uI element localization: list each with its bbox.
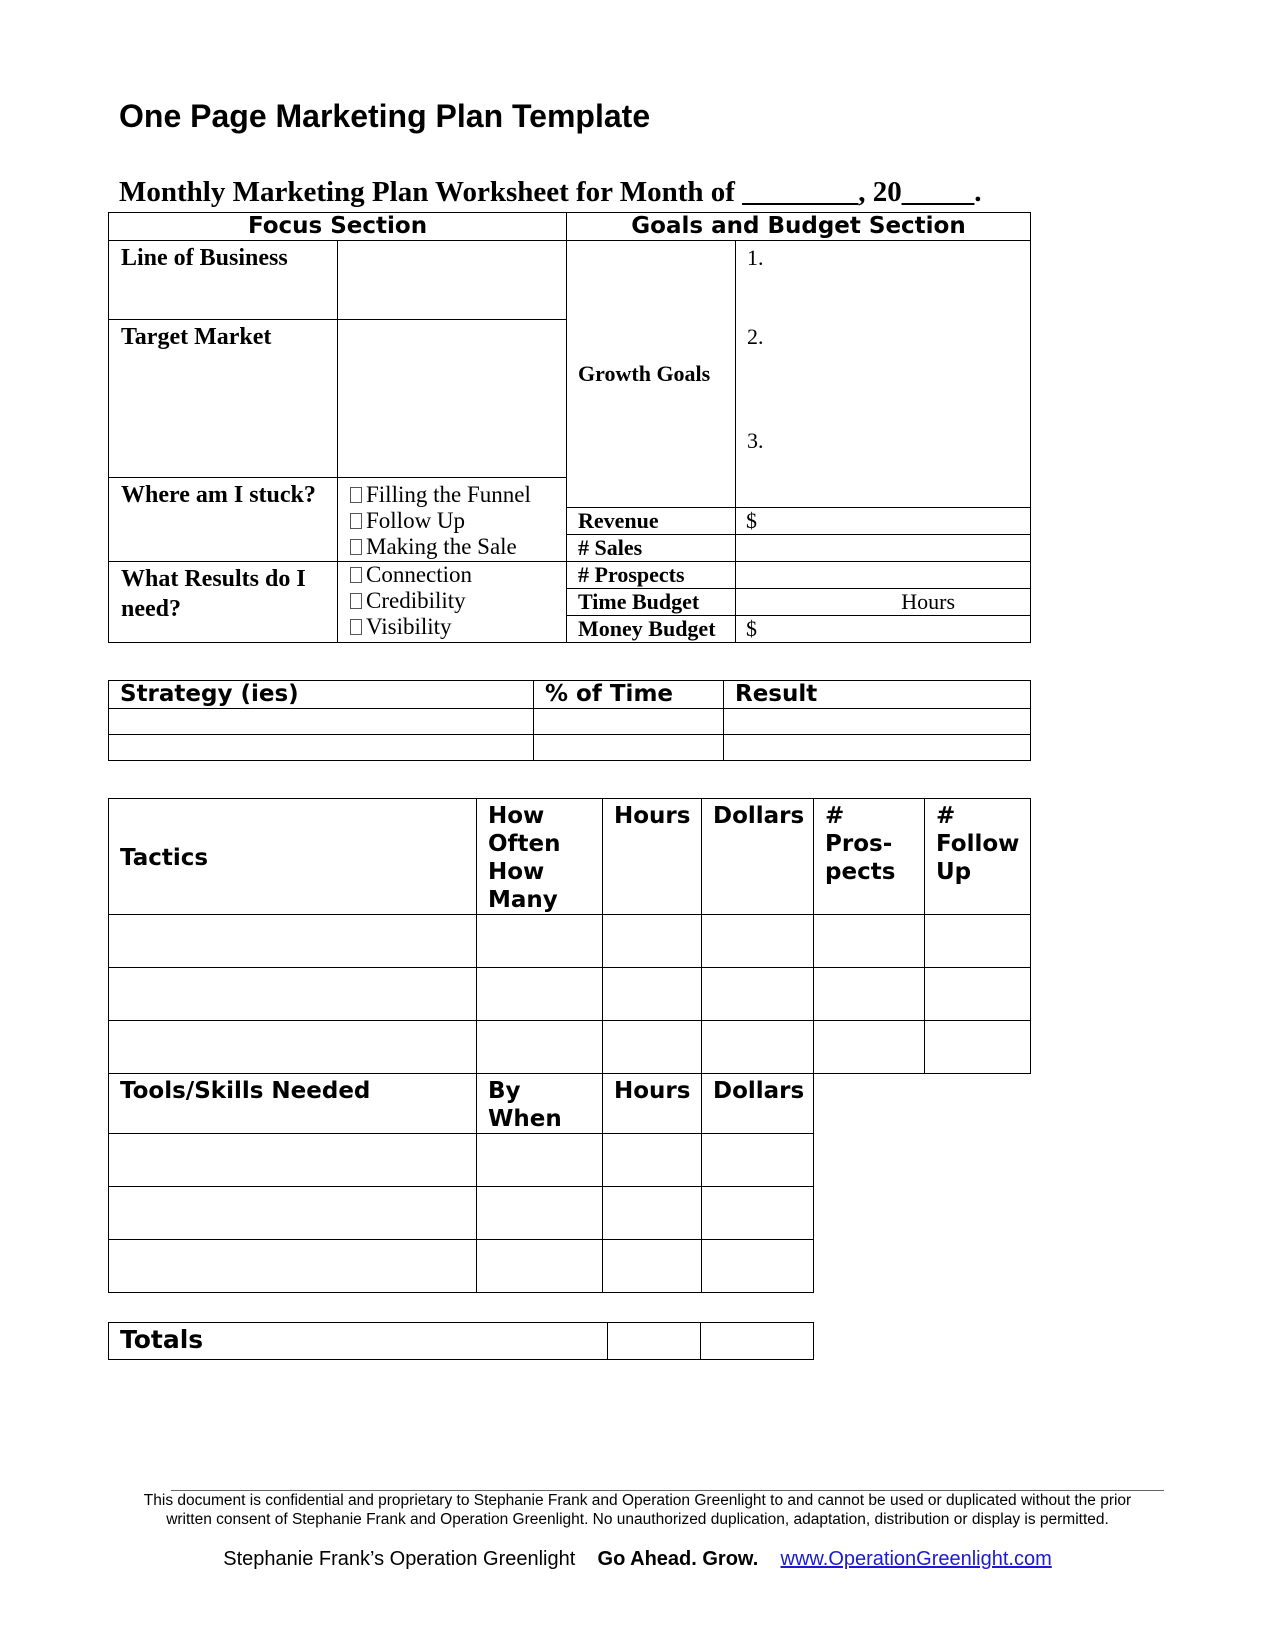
by-when-header: By When [477, 1074, 603, 1134]
result-option-connection[interactable]: Connection [350, 562, 554, 588]
tool-cell[interactable] [109, 1240, 477, 1293]
tools-header: Tools/Skills Needed [109, 1074, 477, 1134]
sales-label: # Sales [567, 535, 736, 562]
target-market-field[interactable] [338, 320, 567, 478]
how-often-cell[interactable] [477, 1021, 603, 1074]
totals-label: Totals [109, 1323, 608, 1360]
revenue-label: Revenue [567, 508, 736, 535]
dollars-cell[interactable] [702, 1240, 814, 1293]
focus-goals-table [108, 212, 1031, 643]
line-of-business-label: Line of Business [109, 241, 338, 320]
hours-cell[interactable] [603, 1240, 702, 1293]
prospects-cell[interactable] [814, 1021, 925, 1074]
follow-up-cell[interactable] [925, 915, 1031, 968]
prospects-header: # Pros-pects [814, 799, 925, 915]
result-option-credibility[interactable]: Credibility [350, 588, 554, 614]
dollars-cell[interactable] [702, 1021, 814, 1074]
percent-time-header: % of Time [534, 681, 724, 709]
time-budget-label: Time Budget [567, 589, 736, 616]
goal-number-1: 1. [747, 245, 764, 270]
strategy-table [108, 680, 1031, 761]
focus-section-header: Focus Section [109, 213, 567, 241]
hours-cell[interactable] [603, 1134, 702, 1187]
tactics-header: Tactics [109, 799, 477, 915]
tactics-dollars-header: Dollars [702, 799, 814, 915]
footer-brand-line [0, 1548, 1275, 1571]
confidentiality-line-2: written consent of Stephanie Frank and Operation Greenlight. No unauthorized duplication, adaptation, distribution or display is permitted. [166, 1511, 1109, 1528]
where-stuck-label: Where am I stuck? [109, 478, 338, 562]
goals-section-header: Goals and Budget Section [567, 213, 1031, 241]
how-often-header: How Often How Many [477, 799, 603, 915]
tactic-cell[interactable] [109, 1021, 477, 1074]
prospects-label: # Prospects [567, 562, 736, 589]
results-needed-label: What Results do I need? [109, 562, 338, 643]
goal-number-2: 2. [747, 324, 764, 349]
website-link[interactable]: www.OperationGreenlight.com [780, 1548, 1052, 1570]
tools-dollars-header: Dollars [702, 1074, 814, 1134]
stuck-option-follow-up[interactable]: Follow Up [350, 508, 554, 534]
result-header: Result [724, 681, 1031, 709]
hours-cell[interactable] [603, 1021, 702, 1074]
result-option-visibility[interactable]: Visibility [350, 614, 554, 640]
growth-goals-field[interactable] [736, 241, 1031, 508]
prospects-field[interactable] [736, 562, 1031, 589]
blank-area [814, 1074, 1031, 1134]
checkbox-icon[interactable] [350, 513, 362, 529]
time-budget-field[interactable]: Hours [736, 589, 1031, 616]
stuck-option-funnel[interactable]: Filling the Funnel [350, 482, 554, 508]
totals-hours-cell[interactable] [608, 1323, 701, 1360]
checkbox-icon[interactable] [350, 593, 362, 609]
how-often-cell[interactable] [477, 915, 603, 968]
tools-hours-header: Hours [603, 1074, 702, 1134]
percent-time-cell[interactable] [534, 709, 724, 735]
tactics-hours-header: Hours [603, 799, 702, 915]
tagline: Go Ahead. Grow. [597, 1548, 759, 1570]
result-cell[interactable] [724, 709, 1031, 735]
document-title: One Page Marketing Plan Template [119, 98, 651, 134]
by-when-cell[interactable] [477, 1187, 603, 1240]
brand-name: Stephanie Frank’s Operation Greenlight [223, 1548, 576, 1570]
blank-area [814, 1240, 1031, 1293]
dollars-cell[interactable] [702, 915, 814, 968]
confidentiality-line-1: This document is confidential and proprietary to Stephanie Frank and Operation Greenlight to and cannot be used or duplicated without the prior [143, 1492, 1132, 1509]
result-cell[interactable] [724, 735, 1031, 761]
follow-up-cell[interactable] [925, 968, 1031, 1021]
target-market-label: Target Market [109, 320, 338, 478]
result-options [338, 562, 567, 643]
worksheet-title: Monthly Marketing Plan Worksheet for Month of ________, 20_____. [119, 176, 982, 208]
sales-field[interactable] [736, 535, 1031, 562]
totals-table [108, 1322, 814, 1360]
stuck-options [338, 478, 567, 562]
tactics-table [108, 798, 1031, 1293]
revenue-field[interactable]: $ [736, 508, 1031, 535]
checkbox-icon[interactable] [350, 619, 362, 635]
percent-time-cell[interactable] [534, 735, 724, 761]
line-of-business-field[interactable] [338, 241, 567, 320]
tactic-cell[interactable] [109, 915, 477, 968]
checkbox-icon[interactable] [350, 487, 362, 503]
how-often-cell[interactable] [477, 968, 603, 1021]
checkbox-icon[interactable] [350, 539, 362, 555]
dollars-cell[interactable] [702, 968, 814, 1021]
dollars-cell[interactable] [702, 1134, 814, 1187]
tactic-cell[interactable] [109, 968, 477, 1021]
tool-cell[interactable] [109, 1187, 477, 1240]
blank-area [814, 1187, 1031, 1240]
strategy-cell[interactable] [109, 709, 534, 735]
stuck-option-sale[interactable]: Making the Sale [350, 534, 554, 560]
totals-dollars-cell[interactable] [701, 1323, 814, 1360]
by-when-cell[interactable] [477, 1134, 603, 1187]
growth-goals-label: Growth Goals [567, 241, 736, 508]
money-budget-label: Money Budget [567, 616, 736, 643]
follow-up-header: # Follow Up [925, 799, 1031, 915]
checkbox-icon[interactable] [350, 567, 362, 583]
tool-cell[interactable] [109, 1134, 477, 1187]
follow-up-cell[interactable] [925, 1021, 1031, 1074]
confidentiality-notice [100, 1491, 1175, 1529]
prospects-cell[interactable] [814, 968, 925, 1021]
dollars-cell[interactable] [702, 1187, 814, 1240]
hours-cell[interactable] [603, 1187, 702, 1240]
prospects-cell[interactable] [814, 915, 925, 968]
blank-area [814, 1134, 1031, 1187]
strategy-header: Strategy (ies) [109, 681, 534, 709]
hours-cell[interactable] [603, 915, 702, 968]
by-when-cell[interactable] [477, 1240, 603, 1293]
money-budget-field[interactable]: $ [736, 616, 1031, 643]
strategy-cell[interactable] [109, 735, 534, 761]
hours-cell[interactable] [603, 968, 702, 1021]
goal-number-3: 3. [747, 428, 764, 453]
